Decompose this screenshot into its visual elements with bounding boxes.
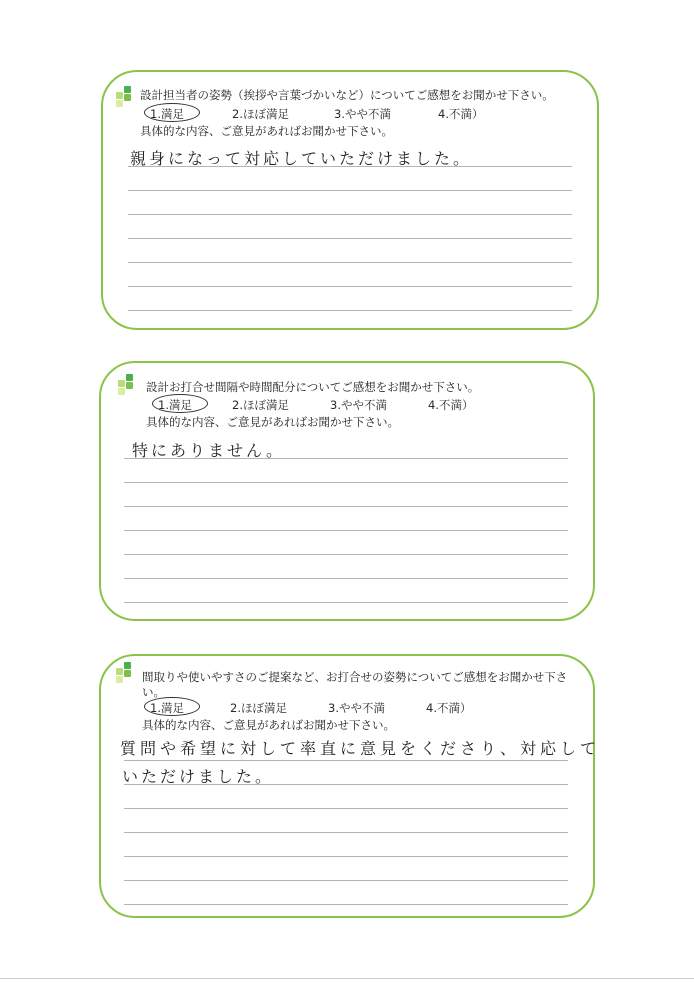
option-somewhat-unsatisfied[interactable]: 3.やや不満 [330,398,387,412]
option-unsatisfied[interactable]: 4.不満） [438,107,484,121]
ruled-line [128,214,572,215]
ruled-line [124,578,568,579]
handwritten-answer-3-line-1: 質問や希望に対して率直に意見をくださり、対応して [120,739,601,758]
ruled-line [128,238,572,239]
ruled-line [128,190,572,191]
rating-options-1 [150,106,550,122]
ruled-line [124,880,568,881]
ruled-line [124,482,568,483]
ruled-line [128,166,572,167]
ruled-line [124,808,568,809]
ruled-line [124,602,568,603]
option-somewhat-unsatisfied[interactable]: 3.やや不満 [334,107,391,121]
ruled-line [124,530,568,531]
ruled-line [124,760,568,761]
ruled-line [128,262,572,263]
question-1: 設計担当者の姿勢（挨拶や言葉づかいなど）についてご感想をお聞かせ下さい。 [140,88,554,102]
comment-prompt-2: 具体的な内容、ご意見があればお聞かせ下さい。 [146,415,399,429]
option-mostly-satisfied[interactable]: 2.ほぼ満足 [232,107,289,121]
question-2: 設計お打合せ間隔や時間配分についてご感想をお聞かせ下さい。 [146,380,480,394]
ruled-line [124,554,568,555]
rating-options-2 [158,397,558,413]
option-satisfied-selected[interactable]: 1.満足 [158,398,192,412]
ruled-line [124,904,568,905]
question-3: 間取りや使いやすさのご提案など、お打合せの姿勢についてご感想をお聞かせ下さい。 [142,670,568,699]
page-edge-line [0,978,694,979]
handwritten-answer-1: 親身になって対応していただけました。 [130,149,473,168]
ruled-line [124,506,568,507]
option-unsatisfied[interactable]: 4.不満） [428,398,474,412]
ruled-line [124,458,568,459]
option-satisfied-selected[interactable]: 1.満足 [150,107,184,121]
handwritten-answer-2: 特にありません。 [132,441,285,460]
ruled-line [124,784,568,785]
ruled-line [128,310,572,311]
ruled-line [124,856,568,857]
ruled-line [124,832,568,833]
option-somewhat-unsatisfied[interactable]: 3.やや不満 [328,701,385,715]
comment-prompt-1: 具体的な内容、ご意見があればお聞かせ下さい。 [140,124,393,138]
option-satisfied-selected[interactable]: 1.満足 [150,701,184,715]
comment-prompt-3: 具体的な内容、ご意見があればお聞かせ下さい。 [142,718,395,732]
ruled-line [128,286,572,287]
option-mostly-satisfied[interactable]: 2.ほぼ満足 [230,701,287,715]
handwritten-answer-3-line-2: いただけました。 [122,767,275,786]
rating-options-3 [150,700,550,716]
option-mostly-satisfied[interactable]: 2.ほぼ満足 [232,398,289,412]
option-unsatisfied[interactable]: 4.不満） [426,701,472,715]
